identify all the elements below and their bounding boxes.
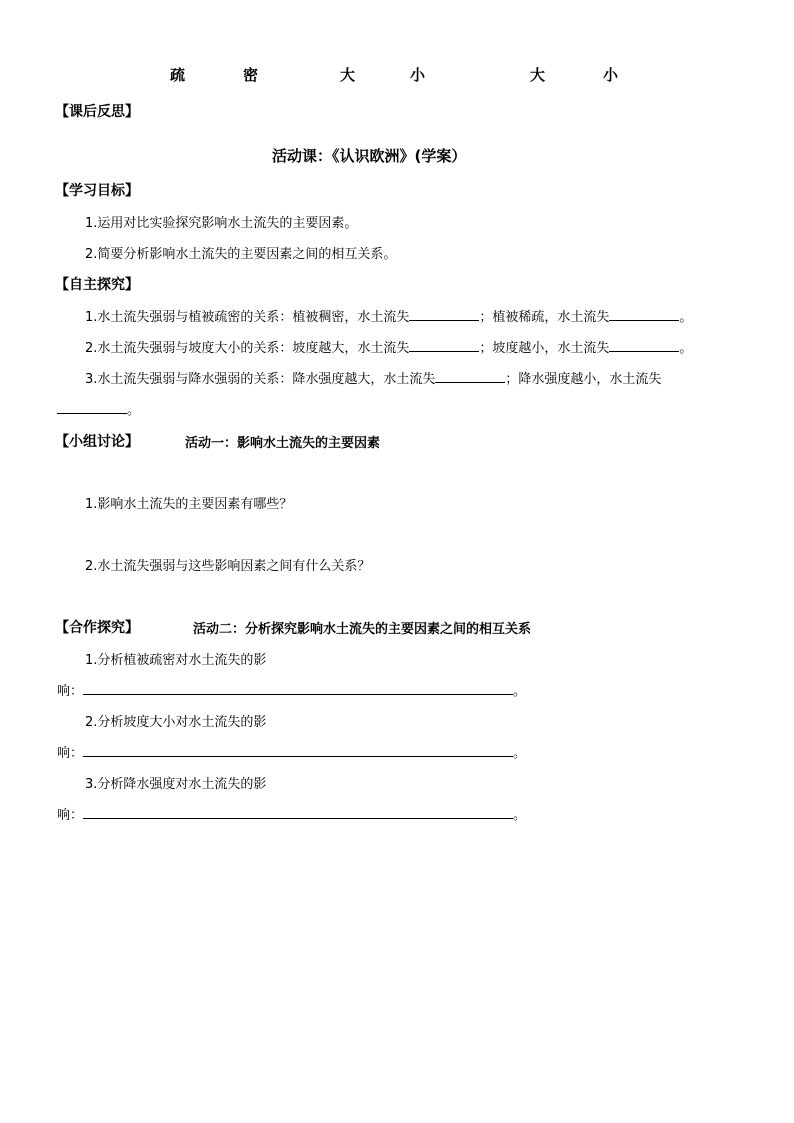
inquiry-q3-text-a: 3.水土流失强弱与降水强弱的关系：降水强度越大，水土流失 xyxy=(85,372,436,387)
answer-blank[interactable] xyxy=(609,339,679,352)
inquiry-q2-text-b: ；坡度越小，水土流失 xyxy=(479,341,610,356)
top-cell-1: 疏 xyxy=(170,66,186,84)
discussion-item-1: 1.影响水土流失的主要因素有哪些？ xyxy=(85,497,293,512)
reflection-heading: 【课后反思】 xyxy=(55,104,139,120)
inquiry-q2-end: 。 xyxy=(679,341,693,356)
inquiry-q1 xyxy=(85,306,692,325)
page-title: 活动课：《认识欧洲》(学案） xyxy=(272,147,467,165)
answer-blank[interactable] xyxy=(435,370,505,383)
top-cell-5: 大 xyxy=(530,66,546,84)
answer-prefix: 响： xyxy=(57,746,84,761)
answer-end: 。 xyxy=(513,808,527,823)
inquiry-q3-text-b: ；降水强度越小，水土流失 xyxy=(505,372,662,387)
answer-line[interactable] xyxy=(83,682,513,695)
cooperation-answer-2 xyxy=(57,742,526,761)
discussion-item-2: 2.水土流失强弱与这些影响因素之间有什么关系？ xyxy=(85,559,371,574)
inquiry-q2 xyxy=(85,337,692,356)
answer-prefix: 响： xyxy=(57,808,84,823)
discussion-heading: 【小组讨论】 xyxy=(55,434,139,450)
top-cell-4: 小 xyxy=(410,66,426,84)
top-cell-3: 大 xyxy=(340,66,356,84)
inquiry-q1-text-a: 1.水土流失强弱与植被疏密的关系：植被稠密，水土流失 xyxy=(85,310,410,325)
cooperation-heading: 【合作探究】 xyxy=(55,620,139,636)
inquiry-q3-end: 。 xyxy=(127,403,141,418)
inquiry-q1-text-b: ；植被稀疏，水土流失 xyxy=(479,310,610,325)
cooperation-answer-1 xyxy=(57,680,526,699)
answer-prefix: 响： xyxy=(57,684,84,699)
cooperation-item-2: 2.分析坡度大小对水土流失的影 xyxy=(85,715,267,730)
inquiry-q2-text-a: 2.水土流失强弱与坡度大小的关系：坡度越大，水土流失 xyxy=(85,341,410,356)
answer-blank[interactable] xyxy=(409,339,479,352)
top-cell-2: 密 xyxy=(243,66,259,84)
discussion-activity: 活动一：影响水土流失的主要因素 xyxy=(185,436,381,451)
inquiry-heading: 【自主探究】 xyxy=(55,277,139,293)
top-cell-6: 小 xyxy=(603,66,619,84)
answer-blank[interactable] xyxy=(57,401,127,414)
cooperation-item-1: 1.分析植被疏密对水土流失的影 xyxy=(85,653,267,668)
inquiry-q3 xyxy=(85,368,661,387)
inquiry-q3-continued xyxy=(57,399,140,418)
inquiry-q1-end: 。 xyxy=(679,310,693,325)
objective-item-1: 1.运用对比实验探究影响水土流失的主要因素。 xyxy=(85,216,358,231)
answer-line[interactable] xyxy=(83,806,513,819)
cooperation-activity: 活动二：分析探究影响水土流失的主要因素之间的相互关系 xyxy=(193,622,532,637)
answer-blank[interactable] xyxy=(609,308,679,321)
answer-end: 。 xyxy=(513,684,527,699)
answer-line[interactable] xyxy=(83,744,513,757)
objectives-heading: 【学习目标】 xyxy=(55,183,139,199)
cooperation-item-3: 3.分析降水强度对水土流失的影 xyxy=(85,777,267,792)
answer-blank[interactable] xyxy=(409,308,479,321)
cooperation-answer-3 xyxy=(57,804,526,823)
answer-end: 。 xyxy=(513,746,527,761)
objective-item-2: 2.简要分析影响水土流失的主要因素之间的相互关系。 xyxy=(85,247,397,262)
